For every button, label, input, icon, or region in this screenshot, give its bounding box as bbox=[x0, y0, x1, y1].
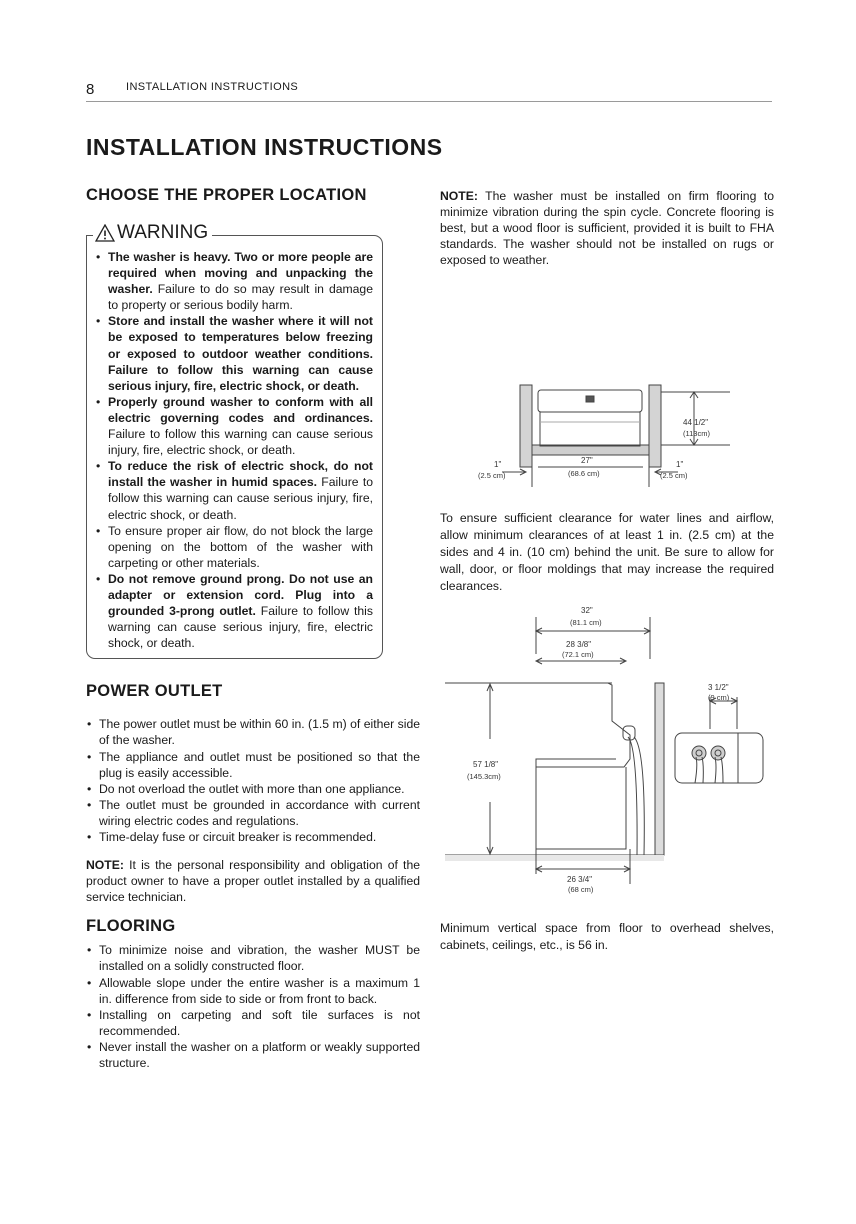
front-clearance-diagram bbox=[440, 282, 774, 502]
fig2-base-depth-in: 26 3/4" bbox=[567, 875, 593, 885]
warning-item-bold: To reduce the risk of electric shock, do not install the washer in humid spaces. bbox=[108, 459, 373, 490]
side-clearance-diagram bbox=[440, 599, 774, 914]
fig1-left-gap-cm: (2.5 cm) bbox=[478, 471, 506, 481]
warning-item bbox=[95, 394, 373, 458]
list-item: • Never install the washer on a platform or weakly supported structure. bbox=[86, 1039, 420, 1071]
warning-item-bold: Properly ground washer to conform with all electric governing codes and ordinances. bbox=[108, 394, 373, 425]
power-outlet-heading: POWER OUTLET bbox=[86, 682, 223, 701]
choose-location-heading: CHOOSE THE PROPER LOCATION bbox=[86, 186, 367, 204]
warning-item-text: Failure to follow this warning can cause serious injury, fire, electric shock, or death. bbox=[108, 427, 373, 458]
list-item: • To minimize noise and vibration, the washer MUST be installed on a solidly constructed floor. bbox=[86, 942, 420, 974]
warning-item-bold: Do not remove ground prong. Do not use an adapter or extension cord. Plug into a grounded 3-prong outlet. bbox=[108, 571, 373, 619]
page-number: 8 bbox=[86, 81, 95, 98]
fig2-base-depth-cm: (68 cm) bbox=[568, 885, 594, 895]
note-text: The washer must be installed on firm flooring to minimize vibration during the spin cycle. Concrete flooring is best, but a wood floor is sufficient, provided it is built to FHA standards. The washer should not be installed on rugs or exposed to weather. bbox=[440, 189, 774, 268]
power-outlet-list bbox=[86, 716, 420, 845]
warning-box bbox=[86, 222, 383, 659]
fig2-height-cm: (145.3cm) bbox=[467, 772, 501, 782]
warning-item-bold: The washer is heavy. Two or more people are required when moving and unpacking the washer. bbox=[108, 250, 373, 297]
fig1-right-gap-cm: (2.5 cm) bbox=[660, 471, 688, 481]
warning-item bbox=[95, 571, 373, 651]
right-column bbox=[440, 186, 774, 954]
flooring-note bbox=[440, 188, 774, 268]
note-text: It is the personal responsibility and obligation of the product owner to have a proper outlet installed by a qualified service technician. bbox=[86, 858, 420, 905]
flooring-heading: FLOORING bbox=[86, 917, 176, 936]
left-column bbox=[86, 186, 420, 1071]
page-header bbox=[86, 78, 772, 102]
fig2-total-depth-in: 32" bbox=[581, 606, 593, 616]
warning-item bbox=[95, 249, 373, 313]
list-item: • Installing on carpeting and soft tile surfaces is not recommended. bbox=[86, 1007, 420, 1039]
warning-list bbox=[95, 249, 373, 651]
flooring-list bbox=[86, 942, 420, 1071]
fig1-height-in: 44 1/2" bbox=[683, 418, 709, 428]
fig2-rear-gap-in: 3 1/2" bbox=[708, 683, 729, 693]
fig1-width-cm: (68.6 cm) bbox=[568, 469, 600, 479]
page-title: INSTALLATION INSTRUCTIONS bbox=[86, 134, 443, 160]
fig2-height-in: 57 1/8" bbox=[473, 760, 499, 770]
list-item: • Allowable slope under the entire washer is a maximum 1 in. difference from side to side or from front to back. bbox=[86, 975, 420, 1007]
warning-label: WARNING bbox=[117, 222, 209, 243]
warning-item bbox=[95, 523, 373, 571]
washer-body bbox=[540, 412, 640, 446]
right-wall bbox=[649, 385, 661, 467]
warning-title bbox=[93, 221, 212, 245]
fig2-lid-depth-in: 28 3/8" bbox=[566, 640, 592, 650]
left-wall bbox=[520, 385, 532, 467]
fig1-right-gap-in: 1" bbox=[676, 460, 684, 470]
clearance-paragraph: To ensure sufficient clearance for water lines and airflow, allow minimum clearances of at least 1 in. (2.5 cm) at the sides and 4 in. (10 cm) behind the unit. Be sure to allow for wall, door, or floor moldings that may increase the required clearances. bbox=[440, 511, 774, 594]
warning-item-text: To ensure proper air flow, do not block the large opening on the bottom of the washer with carpeting or other materials. bbox=[108, 523, 373, 570]
list-item: • Do not overload the outlet with more than one appliance. bbox=[86, 781, 420, 797]
warning-item-text: Failure to follow this warning can cause serious injury, fire, electric shock, or death. bbox=[108, 604, 373, 651]
power-outlet-note bbox=[86, 857, 420, 905]
running-header-title: INSTALLATION INSTRUCTIONS bbox=[126, 81, 299, 93]
list-item: • The outlet must be grounded in accordance with current wiring electric codes and regulations. bbox=[86, 797, 420, 829]
warning-item-text: Failure to do so may result in damage to property or serious bodily harm. bbox=[108, 282, 373, 313]
vertical-space-paragraph: Minimum vertical space from floor to overhead shelves, cabinets, ceilings, etc., is 56 in. bbox=[440, 921, 774, 953]
rear-wall bbox=[655, 683, 664, 855]
note-label: NOTE: bbox=[440, 189, 478, 203]
list-item: • The appliance and outlet must be positioned so that the plug is easily accessible. bbox=[86, 749, 420, 781]
fig2-lid-depth-cm: (72.1 cm) bbox=[562, 650, 594, 660]
fig1-width-in: 27" bbox=[581, 456, 593, 466]
warning-item-text: Failure to follow this warning can cause serious injury, fire, electric shock, or death. bbox=[108, 475, 373, 522]
warning-item bbox=[95, 458, 373, 522]
warning-item-bold: Store and install the washer where it will not be exposed to temperatures below freezing or exposed to outdoor weather conditions. Failure to follow this warning can cause serious injury, fire, electric shock, or death. bbox=[108, 314, 373, 393]
list-item: • The power outlet must be within 60 in. (1.5 m) of either side of the washer. bbox=[86, 716, 420, 748]
warning-triangle-icon bbox=[95, 224, 115, 242]
fig1-left-gap-in: 1" bbox=[494, 460, 502, 470]
note-label: NOTE: bbox=[86, 858, 124, 873]
fig2-total-depth-cm: (81.1 cm) bbox=[570, 618, 602, 628]
fig2-rear-gap-cm: (9 cm) bbox=[708, 693, 730, 703]
list-item: • Time-delay fuse or circuit breaker is recommended. bbox=[86, 829, 420, 845]
warning-item bbox=[95, 313, 373, 393]
fig1-height-cm: (113cm) bbox=[683, 429, 710, 439]
